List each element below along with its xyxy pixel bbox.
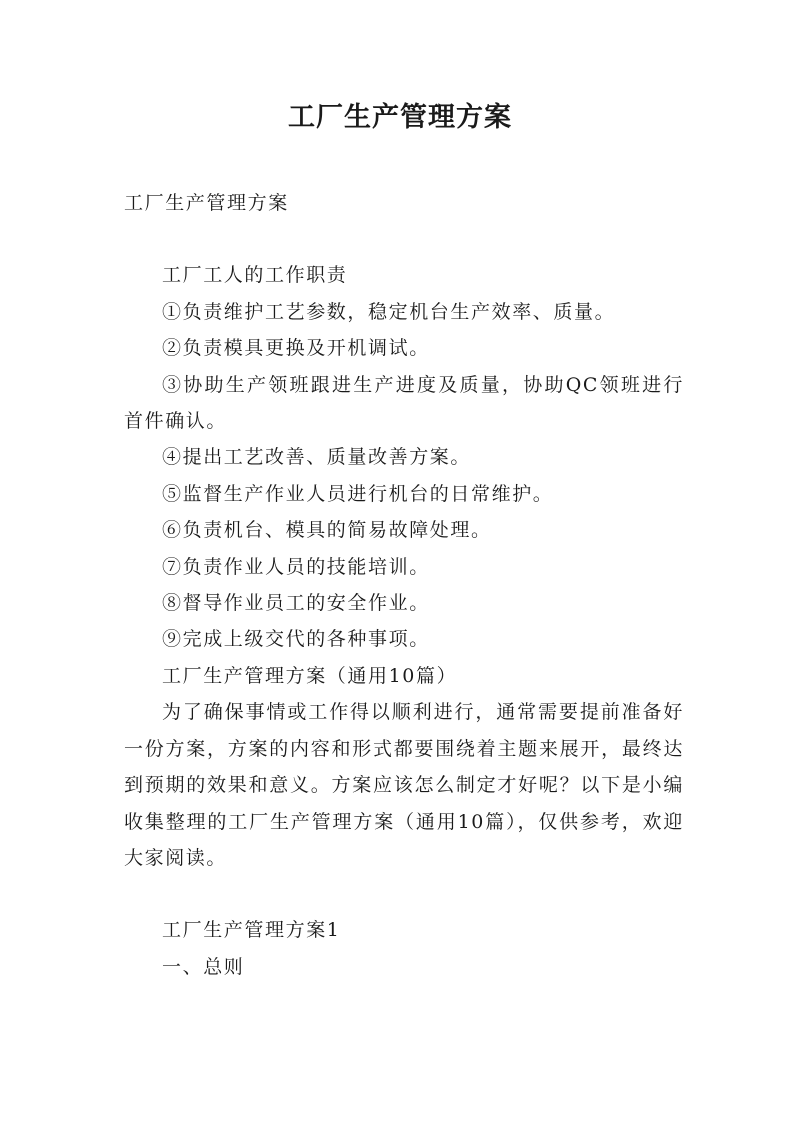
duty-item-2: ②负责模具更换及开机调试。 — [162, 337, 430, 360]
blank-line — [124, 221, 684, 257]
subtitle: 工厂生产管理方案 — [124, 192, 289, 214]
plan-1-title: 工厂生产管理方案1 — [162, 919, 341, 942]
collection-title: 工厂生产管理方案（通用10篇） — [162, 664, 458, 687]
duty-item-6: ⑥负责机台、模具的简易故障处理。 — [162, 519, 492, 542]
duty-item-3: ③协助生产领班跟进生产进度及质量，协助QC领班进行首件确认。 — [124, 373, 684, 433]
plan-1-section: 一、总则 — [162, 955, 245, 978]
duty-item-8: ⑧督导作业员工的安全作业。 — [162, 592, 430, 615]
duty-item-1: ①负责维护工艺参数，稳定机台生产效率、质量。 — [162, 300, 616, 323]
duty-item-4: ④提出工艺改善、质量改善方案。 — [162, 446, 472, 469]
duty-item-9: ⑨完成上级交代的各种事项。 — [162, 628, 430, 651]
blank-line — [124, 876, 684, 912]
section-heading: 工厂工人的工作职责 — [162, 264, 348, 287]
document-body — [124, 185, 684, 985]
duty-item-5: ⑤监督生产作业人员进行机台的日常维护。 — [162, 482, 554, 505]
intro-paragraph: 为了确保事情或工作得以顺利进行，通常需要提前准备好一份方案，方案的内容和形式都要围绕着主题来展开，最终达到预期的效果和意义。方案应该怎么制定才好呢？以下是小编收集整理的工厂生产管理方案（通用10篇），仅供参考，欢迎大家阅读。 — [124, 701, 684, 869]
document-title: 工厂生产管理方案 — [288, 102, 512, 133]
duty-item-7: ⑦负责作业人员的技能培训。 — [162, 555, 430, 578]
